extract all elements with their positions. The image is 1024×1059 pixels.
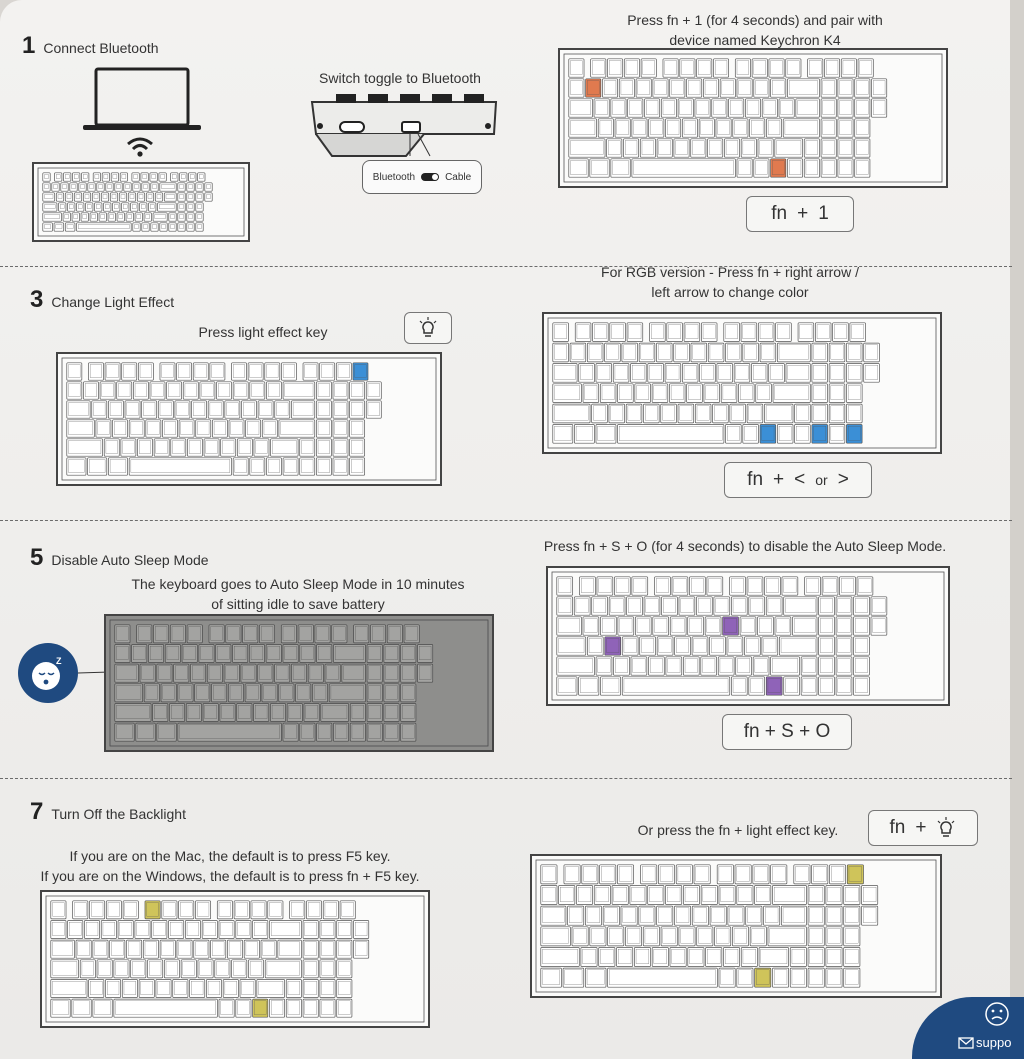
keycap [772, 968, 788, 987]
keycap [755, 885, 771, 904]
keycap [862, 906, 878, 925]
keycap [746, 906, 762, 925]
keycap [844, 947, 860, 966]
keycap [576, 885, 592, 904]
keycap [679, 927, 695, 946]
fn-arrows-combo [724, 462, 872, 498]
keycap [608, 968, 718, 987]
keycap [568, 906, 584, 925]
keycap [590, 927, 606, 946]
keycap [737, 885, 753, 904]
keycap [563, 968, 584, 987]
keycap [683, 885, 699, 904]
keycap [187, 203, 194, 211]
keycap [111, 173, 118, 181]
keycap [43, 203, 57, 211]
keycap [159, 173, 166, 181]
fn-key-label: fn [889, 817, 906, 838]
step-number: 3 [30, 286, 44, 313]
keycap [153, 213, 167, 221]
keycap [676, 865, 692, 884]
keycap [196, 213, 203, 221]
keycap [603, 906, 619, 925]
rgb-caption [580, 262, 880, 302]
keycap [70, 183, 77, 191]
keycap [541, 906, 566, 925]
keycap [600, 865, 616, 884]
keycap [65, 223, 75, 231]
keycap [719, 968, 735, 987]
fn-light-combo [868, 810, 978, 846]
keycap [108, 213, 115, 221]
keycap [639, 906, 655, 925]
keycap [73, 173, 80, 181]
keycap [151, 183, 158, 191]
wifi-icon [126, 136, 154, 158]
keycap [77, 223, 132, 231]
switch-toggle-caption: Switch toggle to Bluetooth [319, 70, 481, 86]
keycap [541, 947, 579, 966]
keycap [694, 865, 710, 884]
keycap [723, 947, 739, 966]
keycap [701, 885, 717, 904]
keycap [581, 947, 597, 966]
keycap [52, 183, 59, 191]
keycap [808, 906, 824, 925]
keycap [90, 213, 97, 221]
keycap [115, 183, 122, 191]
keycap [160, 223, 167, 231]
keycap [55, 173, 62, 181]
keycap [572, 927, 588, 946]
keycap [106, 183, 113, 191]
keycap [826, 927, 842, 946]
keycap [790, 968, 806, 987]
keycap [133, 223, 140, 231]
keycap [732, 927, 748, 946]
keycap [741, 947, 757, 966]
keyboard-light-effect [56, 352, 442, 486]
keycap [120, 173, 127, 181]
cable-label: Cable [445, 171, 472, 183]
keycap [77, 203, 84, 211]
keycap [178, 183, 185, 191]
keycap [126, 213, 133, 221]
step-7-heading [30, 798, 186, 826]
disable-sleep-caption: Press fn + S + O (for 4 seconds) to disable the Auto Sleep Mode. [543, 538, 947, 554]
keycap [178, 213, 185, 221]
keycap [131, 203, 138, 211]
fn-key-label: fn [747, 469, 764, 490]
keycap [826, 947, 842, 966]
keycap [56, 193, 63, 201]
keycap [844, 968, 860, 987]
keycap [706, 947, 722, 966]
keycap [158, 203, 177, 211]
keycap [82, 173, 89, 181]
keycap [140, 203, 147, 211]
keycap [205, 193, 212, 201]
press-light-caption: Press light effect key [198, 324, 328, 340]
keycap [612, 885, 628, 904]
step-number: 5 [30, 544, 44, 571]
one-key-label: 1 [818, 203, 829, 224]
keycap [135, 213, 142, 221]
keycap [180, 173, 187, 181]
keycap [92, 193, 99, 201]
keycap [122, 203, 129, 211]
keycap [144, 213, 151, 221]
keycap [661, 927, 677, 946]
keycap [65, 193, 72, 201]
keycap [652, 947, 668, 966]
step-number: 1 [22, 32, 36, 59]
keycap [189, 173, 196, 181]
section-divider [0, 778, 1012, 779]
keycap [648, 885, 664, 904]
keycap [582, 865, 598, 884]
keycap [93, 173, 100, 181]
section-divider [0, 520, 1012, 521]
keycap [772, 885, 806, 904]
keycap [169, 223, 176, 231]
step-5-heading [30, 544, 209, 572]
keycap [643, 927, 659, 946]
keycap [808, 885, 824, 904]
keyboard-rgb-arrows [542, 312, 942, 454]
keycap [594, 885, 610, 904]
keycap [710, 906, 726, 925]
keycap [641, 865, 657, 884]
pair-caption-line2: device named Keychron K4 [669, 32, 841, 48]
keycap [68, 203, 75, 211]
keycap [187, 223, 194, 231]
keycap [585, 968, 606, 987]
keycap [862, 885, 878, 904]
keyboard-small [32, 162, 250, 242]
keycap [196, 193, 203, 201]
auto-sleep-line2: of sitting idle to save battery [211, 596, 385, 612]
step-title: Connect Bluetooth [43, 40, 159, 56]
keyboard-fn-light [530, 854, 942, 998]
keycap [808, 927, 824, 946]
keycap [608, 927, 624, 946]
keycap [187, 213, 194, 221]
keycap [79, 183, 86, 191]
sad-face-icon [984, 1001, 1010, 1027]
toggle-switch-icon [421, 173, 439, 181]
keycap [205, 183, 212, 191]
step-title: Turn Off the Backlight [51, 806, 186, 822]
keycap [790, 947, 806, 966]
or-label: or [815, 472, 828, 488]
or-press-caption: Or press the fn + light effect key. [637, 822, 839, 838]
keycap [133, 183, 140, 191]
keycap [599, 947, 615, 966]
lightbulb-icon [418, 317, 438, 339]
keyboard-side-view [306, 92, 502, 162]
keycap [142, 223, 149, 231]
keycap [178, 193, 185, 201]
support-label: suppo [976, 1035, 1012, 1050]
keycap [781, 906, 806, 925]
keycap [88, 183, 95, 191]
keycap [171, 173, 178, 181]
keycap [564, 865, 580, 884]
step-title: Disable Auto Sleep Mode [51, 552, 209, 568]
keyboard-sleep-mode [104, 614, 494, 752]
right-arrow-label: > [837, 469, 849, 490]
keycap [764, 906, 780, 925]
keycap [625, 927, 641, 946]
step-3-heading [30, 286, 174, 314]
keycap [826, 906, 842, 925]
keycap [54, 223, 64, 231]
keycap [541, 885, 557, 904]
keycap [102, 173, 109, 181]
keycap [541, 865, 557, 884]
keycap [97, 183, 104, 191]
laptop-icon [82, 66, 202, 132]
keycap [808, 968, 824, 987]
left-arrow-label: < [794, 469, 806, 490]
keycap [670, 947, 686, 966]
keycap [541, 968, 562, 987]
fn-s-o-combo [722, 714, 852, 750]
fn-s-o-label: fn + S + O [743, 721, 831, 742]
keyboard-fn-s-o [546, 566, 950, 706]
keycap [196, 203, 203, 211]
keycap [187, 183, 194, 191]
keycap [753, 865, 769, 884]
keycap [717, 865, 733, 884]
keycap [198, 173, 205, 181]
keycap [113, 203, 120, 211]
keycap [735, 865, 751, 884]
keycap [829, 865, 845, 884]
keycap [141, 173, 148, 181]
keycap [794, 865, 810, 884]
keycap [771, 865, 787, 884]
keycap [43, 213, 62, 221]
keycap [137, 193, 144, 201]
keyboard-fn-1 [558, 48, 948, 188]
keycap [169, 213, 176, 221]
fn-1-combo [746, 196, 854, 232]
keycap [43, 223, 53, 231]
keycap [737, 968, 753, 987]
lightbulb-icon [936, 817, 956, 839]
keycap [728, 906, 744, 925]
keycap [844, 885, 860, 904]
keycap [150, 173, 157, 181]
keycap [59, 203, 66, 211]
windows-caption-line: If you are on the Windows, the default is to press fn + F5 key. [40, 868, 420, 884]
auto-sleep-caption [118, 574, 478, 614]
keycap [617, 865, 633, 884]
keycap [178, 203, 185, 211]
highlighted-key [755, 968, 771, 987]
keycap [128, 193, 135, 201]
keycap [146, 193, 153, 201]
keycap [132, 173, 139, 181]
keycap [86, 203, 93, 211]
keycap [630, 885, 646, 904]
keycap [43, 183, 50, 191]
background-strip [1010, 0, 1024, 1059]
keycap [155, 193, 162, 201]
keycap [64, 173, 71, 181]
rgb-caption-line1: For RGB version - Press fn + right arrow / [601, 264, 859, 280]
keycap [559, 885, 575, 904]
keycap [759, 947, 789, 966]
keycap [541, 927, 571, 946]
keycap [178, 223, 185, 231]
keycap [142, 183, 149, 191]
rgb-caption-line2: left arrow to change color [651, 284, 809, 300]
keycap [119, 193, 126, 201]
svg-text:Z: Z [56, 656, 62, 666]
keycap [750, 927, 766, 946]
step-title: Change Light Effect [51, 294, 175, 310]
keycap [715, 927, 731, 946]
keycap [196, 183, 203, 191]
bluetooth-cable-switch [362, 160, 482, 194]
keyboard-f5 [40, 890, 430, 1028]
bluetooth-label: Bluetooth [372, 171, 416, 183]
step-number: 7 [30, 798, 44, 825]
keycap [160, 183, 176, 191]
keycap [844, 927, 860, 946]
keycap [81, 213, 88, 221]
sleep-face-icon [18, 636, 118, 710]
keycap [657, 906, 673, 925]
keycap [808, 947, 824, 966]
keycap [617, 947, 633, 966]
mac-caption-line: If you are on the Mac, the default is to press F5 key. [69, 848, 391, 864]
keycap [74, 193, 81, 201]
keycap [43, 173, 50, 181]
pair-caption-line1: Press fn + 1 (for 4 seconds) and pair with [627, 12, 883, 28]
step-1-heading [22, 32, 159, 60]
keycap [658, 865, 674, 884]
keycap [104, 203, 111, 211]
keycap [117, 213, 124, 221]
keycap [674, 906, 690, 925]
plus-sign: + [773, 469, 785, 490]
keycap [585, 906, 601, 925]
keycap [72, 213, 79, 221]
auto-sleep-line1: The keyboard goes to Auto Sleep Mode in 10 minutes [131, 576, 465, 592]
keycap [61, 183, 68, 191]
keycap [697, 927, 713, 946]
keycap [83, 193, 90, 201]
keycap [844, 906, 860, 925]
keycap [719, 885, 735, 904]
plus-sign: + [915, 817, 927, 838]
keycap [688, 947, 704, 966]
keycap [187, 193, 194, 201]
pair-caption [580, 10, 930, 50]
keycap [95, 203, 102, 211]
plus-sign: + [797, 203, 809, 224]
fn-key-label: fn [771, 203, 788, 224]
keycap [826, 968, 842, 987]
lightbulb-callout [404, 312, 452, 344]
keycap [124, 183, 131, 191]
keycap [812, 865, 828, 884]
keycap [692, 906, 708, 925]
mail-icon [958, 1037, 974, 1049]
keycap [151, 223, 158, 231]
keycap [196, 223, 203, 231]
keycap [666, 885, 682, 904]
keycap [768, 927, 806, 946]
keycap [826, 885, 842, 904]
keycap [63, 213, 70, 221]
keycap [621, 906, 637, 925]
mac-windows-caption [30, 846, 430, 886]
keycap [110, 193, 117, 201]
highlighted-key [847, 865, 863, 884]
keycap [149, 203, 156, 211]
keycap [634, 947, 650, 966]
keycap [101, 193, 108, 201]
keycap [99, 213, 106, 221]
